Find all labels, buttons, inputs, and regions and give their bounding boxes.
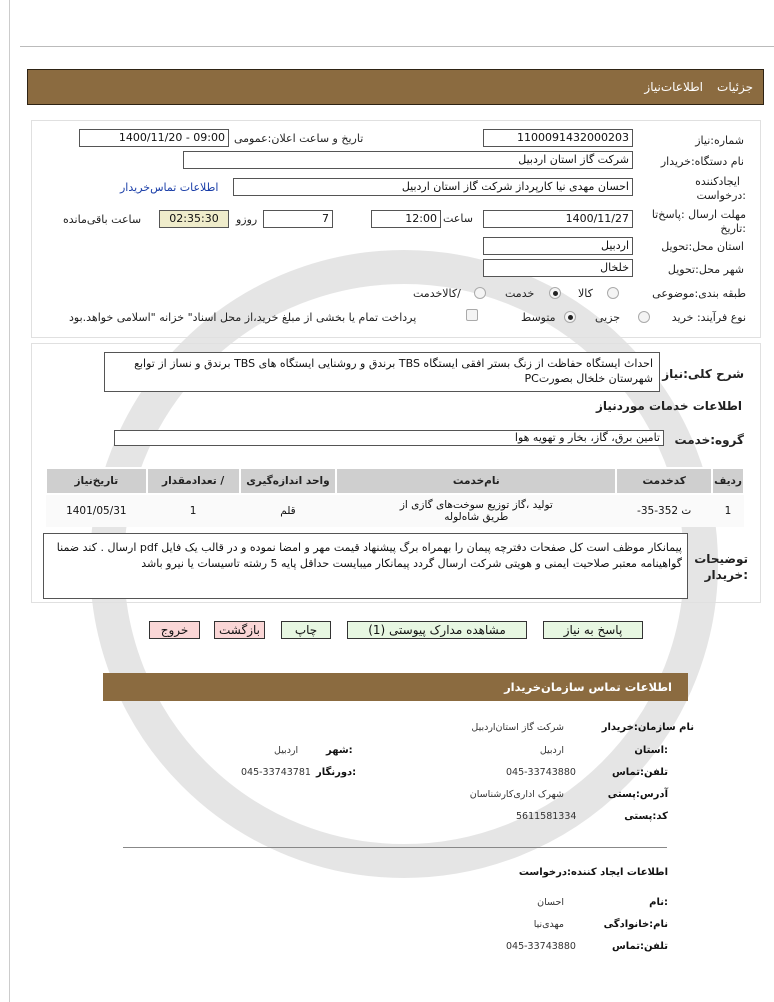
service-group-field: تامین برق، گاز، بخار و تهویه هوا (114, 430, 664, 446)
address-value: شهرک اداری‌کارشناسان (469, 789, 564, 800)
creator-name-value: احسان (537, 897, 564, 908)
treasury-note: پرداخت تمام یا بخشی از مبلغ خرید،از محل اسناد" خزانه "اسلامی خواهد.بود (69, 311, 417, 324)
creator-phone-label: تلفن:تماس (611, 941, 668, 952)
address-label: آدرس:پستی (607, 789, 668, 800)
col-code: کدخدمت (616, 468, 712, 494)
service-group-label: گروه:خدمت (674, 433, 744, 447)
buyer-notes-label-1: توضیحات (694, 552, 748, 566)
process-minor-label: جزیی (595, 311, 621, 324)
category-service-label: خدمت (505, 287, 535, 300)
buyer-notes-field: پیمانکار موظف است کل صفحات دفترچه پیمان را بهمراه برگ پیشنهاد قیمت مهر و امضا نموده و در قالب یک فایل pdf ارسال . کند ضمنا گواهینامه معتبر صلاحیت ایمنی و هویتی شرکت ارسال گردد پیمانکار میبایست حداقل پایه 5 رشته تاسیسات یا نیرو باشد (43, 533, 688, 599)
table-header-row (46, 468, 744, 494)
announce-label: تاریخ و ساعت اعلان:عمومی (234, 132, 364, 145)
category-label: طبقه بندی:موضوعی (652, 287, 746, 300)
days-label: روزو (236, 213, 258, 226)
col-date: تاریخ‌نیاز (46, 468, 147, 494)
cell-qty: 1 (147, 494, 240, 527)
province-label: استان محل:تحویل (661, 240, 744, 253)
fax-label: :دورنگار (316, 767, 357, 778)
city-contact-label: :شهر (326, 745, 353, 756)
top-separator (20, 46, 774, 47)
city-field[interactable]: خلخال (483, 259, 633, 277)
deadline-label-1: مهلت ارسال :پاسخ‌تا (651, 208, 746, 221)
time-label: ساعت (443, 212, 473, 225)
province-field[interactable]: اردبیل (483, 237, 633, 255)
org-name-value: شرکت گاز استان‌اردبیل (471, 722, 564, 733)
buyer-contact-title: اطلاعات تماس سازمان‌خریدار (504, 680, 672, 694)
city-contact-value: اردبیل (274, 745, 299, 756)
deadline-time-field[interactable]: 12:00 (371, 210, 441, 228)
cell-code: ت 352-35- (616, 494, 712, 527)
need-number-field[interactable]: 1100091432000203 (483, 129, 633, 147)
creator-label-1: ایجادکننده (695, 175, 740, 188)
treasury-checkbox[interactable] (466, 309, 478, 321)
category-goods-service-label: /کالاخدمت (413, 287, 461, 300)
creator-phone-value: 045-33743880 (506, 941, 576, 952)
category-radio-goods[interactable] (607, 287, 619, 299)
services-table (45, 467, 745, 527)
back-button[interactable]: بازگشت (214, 621, 265, 639)
creator-field[interactable]: احسان مهدی نیا کارپرداز شرکت گاز استان اردبیل (233, 178, 633, 196)
cell-name: تولید ،گاز توزیع سوخت‌های گازی از طریق شاه‌لوله (336, 494, 616, 527)
category-goods-label: کالا (578, 287, 593, 300)
cell-row: 1 (712, 494, 744, 527)
col-unit: واحد اندازه‌گیری (240, 468, 337, 494)
tab-need-info[interactable]: اطلاعات‌نیاز (644, 80, 703, 94)
creator-name-label: :نام (649, 897, 668, 908)
contact-divider (123, 847, 667, 848)
process-radio-minor[interactable] (638, 311, 650, 323)
buyer-org-label: نام دستگاه:خریدار (660, 155, 744, 168)
col-row: ردیف (712, 468, 744, 494)
days-field[interactable]: 7 (263, 210, 333, 228)
remaining-label: ساعت باقی‌مانده (63, 213, 142, 226)
exit-button[interactable]: خروج (149, 621, 200, 639)
respond-button[interactable]: پاسخ به نیاز (543, 621, 643, 639)
deadline-date-field[interactable]: 1400/11/27 (483, 210, 633, 228)
process-label: نوع فرآیند: خرید (671, 311, 746, 324)
col-name: نام‌خدمت (336, 468, 616, 494)
description-label: شرح کلی:نیاز (662, 367, 744, 381)
creator-info-title: اطلاعات ایجاد کننده:درخواست (518, 867, 668, 878)
left-border (9, 0, 10, 1002)
announce-field[interactable]: 1400/11/20 - 09:00 (79, 129, 229, 147)
fax-value: 045-33743781 (241, 767, 311, 778)
title-bar (27, 69, 764, 105)
need-number-label: شماره:نیاز (695, 134, 744, 147)
creator-family-label: نام:خانوادگی (603, 919, 668, 930)
print-button[interactable]: چاپ (281, 621, 331, 639)
description-field: احداث ایستگاه حفاظت از زنگ بستر افقی ایستگاه TBS برندق و روشنایی ایستگاه های TBS برندق و نساز از توابع شهرستان خلخال بصورتPC (104, 352, 660, 392)
remaining-time: 02:35:30 (159, 210, 229, 228)
creator-family-value: مهدی‌نیا (533, 919, 564, 930)
province-contact-label: :استان (634, 745, 668, 756)
phone-label: تلفن:تماس (611, 767, 668, 778)
org-name-label: نام سازمان:خریدار (601, 722, 694, 733)
process-medium-label: متوسط (521, 311, 556, 324)
buyer-contact-link[interactable]: اطلاعات تماس‌خریدار (120, 181, 219, 194)
services-title: اطلاعات خدمات موردنیاز (595, 399, 742, 413)
table-row (46, 494, 744, 527)
buyer-notes-label-2: :خریدار (704, 568, 748, 582)
city-label: شهر محل:تحویل (667, 263, 744, 276)
postal-value: 5611581334 (516, 811, 577, 822)
province-contact-value: اردبیل (539, 745, 564, 756)
postal-label: کد:پستی (624, 811, 668, 822)
creator-label-2: :درخواست (696, 189, 746, 202)
attachments-button[interactable]: مشاهده مدارک پیوستی (1) (347, 621, 527, 639)
category-radio-service[interactable] (549, 287, 561, 299)
buyer-contact-header (103, 673, 688, 701)
phone-value: 045-33743880 (506, 767, 576, 778)
tab-details[interactable]: جزئیات (717, 80, 753, 94)
cell-unit: قلم (240, 494, 337, 527)
cell-date: 1401/05/31 (46, 494, 147, 527)
deadline-label-2: :تاریخ (720, 222, 746, 235)
category-radio-goods-service[interactable] (474, 287, 486, 299)
process-radio-medium[interactable] (564, 311, 576, 323)
col-qty: / تعدادمقدار (147, 468, 240, 494)
buyer-org-field[interactable]: شرکت گاز استان اردبیل (183, 151, 633, 169)
